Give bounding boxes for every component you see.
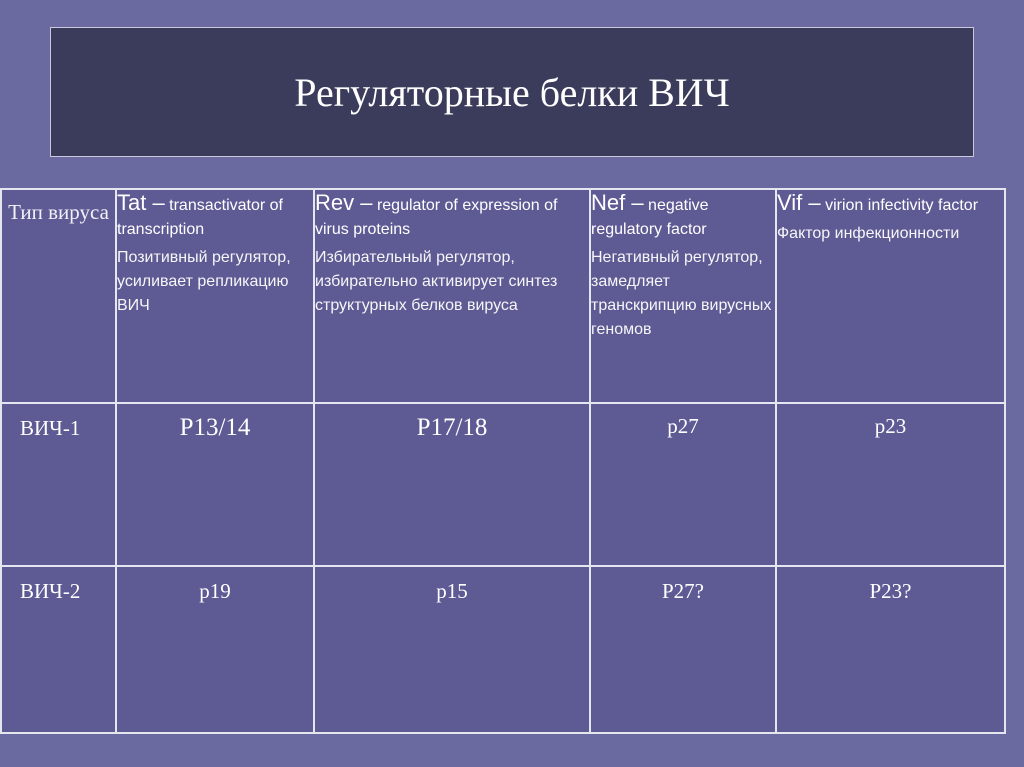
value-tat: P13/14: [179, 414, 251, 441]
value-tat: p19: [199, 579, 231, 603]
virus-label: ВИЧ-2: [20, 579, 81, 603]
protein-desc-ru: Фактор инфекционности: [777, 225, 960, 242]
protein-desc-ru: Позитивный регулятор, усиливает репликацию ВИЧ: [117, 249, 291, 314]
title-box: [50, 27, 974, 157]
protein-desc-en: negative regulatory factor: [591, 197, 709, 238]
protein-desc-en: virion infectivity factor: [825, 197, 979, 214]
protein-desc-ru: Избирательный регулятор, избирательно активирует синтез структурных белков вируса: [315, 249, 558, 314]
type-header: Тип вируса: [8, 200, 109, 224]
header-cell-vif: [776, 189, 1005, 403]
value-cell: [590, 566, 776, 733]
protein-name: Vif –: [777, 190, 821, 215]
protein-desc-en: regulator of expression of virus proteins: [315, 197, 558, 238]
header-cell-tat: [116, 189, 314, 403]
protein-desc-ru: Негативный регулятор, замедляет транскрипцию вирусных геномов: [591, 249, 772, 338]
virus-label: ВИЧ-1: [20, 416, 81, 440]
table-row-hiv2: [1, 566, 1005, 733]
header-cell-rev: [314, 189, 590, 403]
value-cell: [590, 403, 776, 566]
protein-name: Tat –: [117, 190, 165, 215]
protein-desc-en: transactivator of transcription: [117, 197, 283, 238]
value-vif: P23?: [869, 579, 912, 603]
value-nef: p27: [667, 414, 699, 438]
value-nef: P27?: [662, 579, 704, 603]
value-rev: p15: [436, 579, 468, 603]
table-header-row: [1, 189, 1005, 403]
value-cell: [116, 566, 314, 733]
slide-title: Регуляторные белки ВИЧ: [294, 69, 730, 115]
protein-name: Rev –: [315, 190, 373, 215]
value-cell: [116, 403, 314, 566]
table-row-hiv1: [1, 403, 1005, 566]
value-cell: [776, 403, 1005, 566]
virus-cell: [1, 566, 116, 733]
type-header-cell: [1, 189, 116, 403]
value-cell: [314, 566, 590, 733]
value-rev: P17/18: [416, 414, 488, 441]
header-cell-nef: [590, 189, 776, 403]
virus-cell: [1, 403, 116, 566]
value-cell: [776, 566, 1005, 733]
proteins-table: [0, 188, 1006, 734]
protein-name: Nef –: [591, 190, 644, 215]
value-cell: [314, 403, 590, 566]
value-vif: p23: [874, 414, 907, 438]
